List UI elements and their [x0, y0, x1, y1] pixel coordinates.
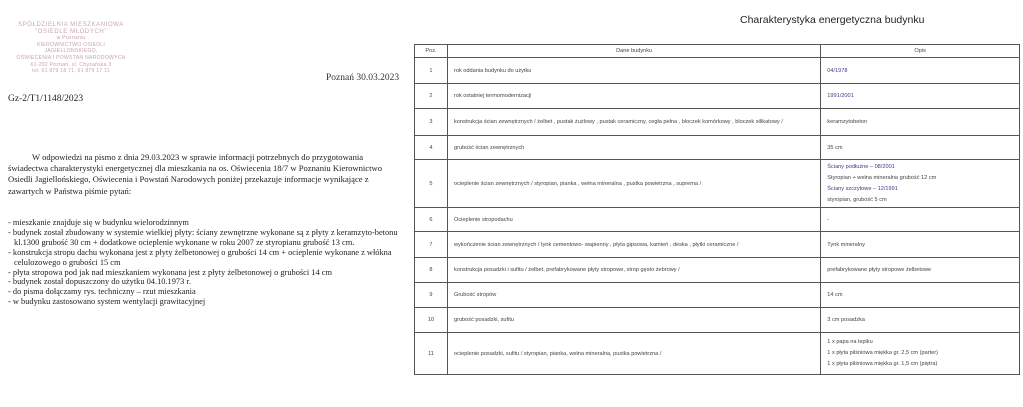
cell-opis: 14 cm: [821, 283, 1020, 308]
table-row: [415, 160, 1020, 208]
cell-poz: 3: [415, 109, 448, 136]
table-row: [415, 84, 1020, 109]
cell-poz: 8: [415, 258, 448, 283]
intro-paragraph: [8, 152, 400, 197]
stamp-line: SPÓŁDZIELNIA MIESZKANIOWA: [18, 22, 124, 28]
stamp-line: OŚWIECENIA I POWSTAŃ NARODOWYCH: [16, 54, 126, 61]
cell-dane: ocieplenie ścian zewnętrznych / styropian, pianka , wełna mineralna , pustka powietrzna , suprema /: [447, 160, 820, 208]
bullet-item: - budynek został dopuszczony do użytku 04.10.1973 r.: [8, 277, 191, 287]
energy-characteristics-table: [414, 44, 1020, 375]
table-row: [415, 333, 1020, 375]
bullet-item: - w budynku zastosowano system wentylacji grawitacyjnej: [8, 297, 206, 307]
cell-poz: 5: [415, 160, 448, 208]
table-row: [415, 258, 1020, 283]
bullet-item: - do pisma dołączamy rys. techniczny – rzut mieszkania: [8, 287, 196, 297]
cell-poz: 10: [415, 308, 448, 333]
table-row: [415, 208, 1020, 232]
cell-dane: rok oddania budynku do użytku: [447, 58, 820, 84]
cell-dane: Grubość stropów: [447, 283, 820, 308]
table-row: [415, 232, 1020, 258]
cell-opis: 3 cm posadzka: [821, 308, 1020, 333]
opis-line: 1 x papa na lepiku: [827, 339, 873, 345]
table-row: [415, 109, 1020, 136]
cell-dane: grubość posadzki, sufitu: [447, 308, 820, 333]
cell-opis: [821, 333, 1020, 375]
cell-opis: 35 cm: [821, 136, 1020, 160]
table-title: Charakterystyka energetyczna budynku: [740, 14, 925, 26]
opis-line: 1 x płyta pilśniowa miękka gr. 2,5 cm (parter): [827, 350, 938, 356]
cell-opis: -: [821, 208, 1020, 232]
cell-dane: ocieplenie posadzki, sufitu / styropian, pianka, wełna mineralna, pustka powietrzna /: [447, 333, 820, 375]
cell-opis: prefabrykowane płyty stropowe żelbetowe: [821, 258, 1020, 283]
cell-opis: 1991/2001: [821, 84, 1020, 109]
cell-poz: 7: [415, 232, 448, 258]
cell-poz: 11: [415, 333, 448, 375]
opis-line: 1 x płyta pilśniowa miękka gr. 1,5 cm (piętra): [827, 361, 938, 367]
opis-line: Ściany podłużne – 08/2001: [827, 163, 895, 170]
cooperative-stamp: [10, 22, 132, 75]
stamp-line: tel. 61 879 18 71, 61 879 17 11: [32, 68, 110, 75]
opis-line: Ściany szczytowe – 12/1991: [827, 185, 898, 192]
cell-poz: 1: [415, 58, 448, 84]
bullet-item: - płyta stropowa pod jak nad mieszkaniem wykonana jest z płyty żelbetonowej o grubości 14 cm: [8, 267, 332, 277]
cell-poz: 4: [415, 136, 448, 160]
cell-opis: [821, 160, 1020, 208]
intro-text: W odpowiedzi na pismo z dnia 29.03.2023 w sprawie informacji potrzebnych do przygotowania świadectwa charakterystyki energetycznej dla mieszkania na os. Oświecenia 18/7 w Poznaniu Kierownictwo Osiedli Jagiellońskiego, Oświecenia i Powstań Narodowych poniżej przekazuje informacje wynikające z zawartych w Państwa piśmie pytań:: [8, 152, 383, 196]
stamp-line: 61-202 Poznań, ul. Chyżańska 3: [30, 61, 112, 68]
table-row: [415, 136, 1020, 160]
cell-opis: keramzytobeton: [821, 109, 1020, 136]
header-opis: Opis: [821, 45, 1020, 58]
opis-line: Styropian + wełna mineralna grubość 12 cm: [827, 174, 937, 181]
cell-opis: 04/1978: [821, 58, 1020, 84]
stamp-line: KIEROWNICTWO OSIEDLI JAGIELLOŃSKIEGO,: [37, 41, 105, 55]
bullet-item: - mieszkanie znajduje się w budynku wielorodzinnym: [8, 218, 189, 227]
cell-dane: konstrukcja posadzki i sufitu / żelbet, prefabrykowane płyty stropowe, strop gęsto żebrowy /: [447, 258, 820, 283]
cell-poz: 6: [415, 208, 448, 232]
header-poz: Poz.: [415, 45, 448, 58]
table-row: [415, 58, 1020, 84]
cell-dane: konstrukcja ścian zewnętrznych / żelbet , pustak żużlowy , pustak ceramiczny, cegła pełna , bloczek komórkowy , bloczek silikatowy /: [447, 109, 820, 136]
table-row: [415, 308, 1020, 333]
reference-number: Gz-2/T1/1148/2023: [8, 94, 84, 104]
table-header-row: [415, 45, 1020, 58]
bullet-list: [8, 218, 402, 307]
cell-dane: Ocieplenie stropodachu: [447, 208, 820, 232]
cell-dane: rok ostatniej termomodernizacji: [447, 84, 820, 109]
bullet-item: - konstrukcja stropu dachu wykonana jest z płyty żelbetonowej o grubości 14 cm + ocieplenie wykonane z włókna celulozowego o grubości 15 cm: [8, 247, 392, 267]
opis-line: styropian, grubość 5 cm: [827, 196, 887, 203]
letter-page: [0, 0, 405, 407]
cell-dane: wykończenie ścian zewnętrznych / tynk cementowo- wapienny , płyta gipsowa, kamień , deska , płytki ceramiczne /: [447, 232, 820, 258]
header-dane: Dane budynku: [447, 45, 820, 58]
bullet-item: - budynek został zbudowany w systemie wielkiej płyty: ściany zewnętrzne wykonane są z płyty z keramzyto-betonu kl.1300 grubość 30 cm + dodatkowe ocieplenie wykonane w roku 2007 ze styropianu grubość 13 cm.: [8, 227, 398, 247]
cell-dane: grubość ścian zewnętrznych: [447, 136, 820, 160]
letter-date: Poznań 30.03.2023: [326, 73, 400, 83]
cell-poz: 9: [415, 283, 448, 308]
stamp-line: "OSIEDLE MŁODYCH": [34, 28, 108, 35]
stamp-line: w Poznaniu: [56, 35, 86, 42]
table-row: [415, 283, 1020, 308]
cell-opis: Tynk mineralny: [821, 232, 1020, 258]
cell-poz: 2: [415, 84, 448, 109]
